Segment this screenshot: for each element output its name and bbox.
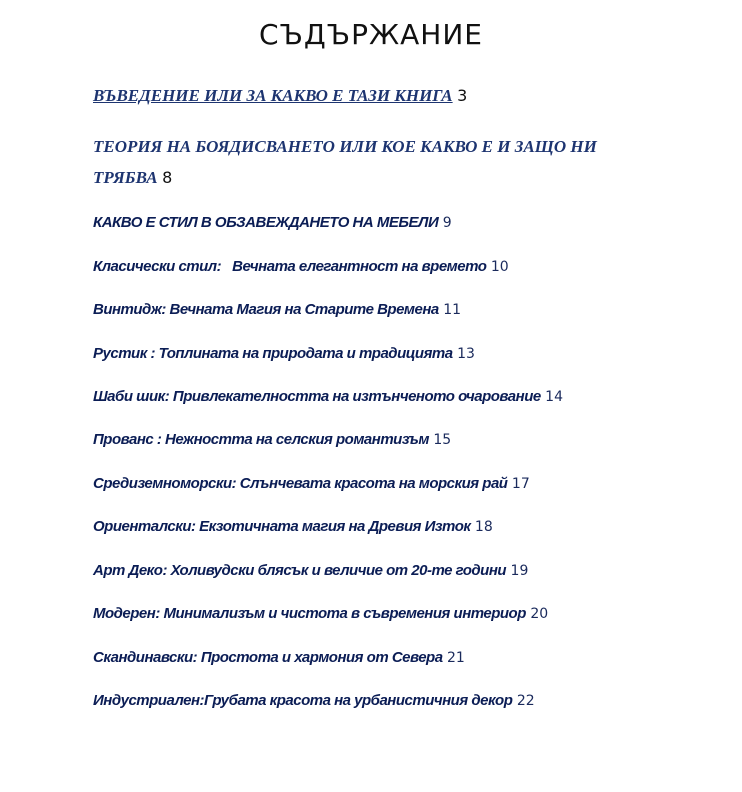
toc-entry-text[interactable]: Индустриален:Грубата красота на урбанистичния декор xyxy=(93,692,513,709)
toc-entry-text[interactable]: Шаби шик: Привлекателността на изтънченото очарование xyxy=(93,388,541,405)
toc-entry-page: 21 xyxy=(447,650,465,666)
toc-entry-painting-theory[interactable] xyxy=(93,131,613,193)
toc-title: СЪДЪРЖАНИЕ xyxy=(259,18,483,51)
toc-entry-text[interactable]: Арт Деко: Холивудски блясък и величие от 20-те години xyxy=(93,562,507,579)
toc-entry-text[interactable]: Винтидж: Вечната Магия на Старите Времена xyxy=(93,301,439,318)
toc-entry-text[interactable]: ВЪВЕДЕНИЕ ИЛИ ЗА КАКВО Е ТАЗИ КНИГА xyxy=(93,86,453,105)
toc-entry-text[interactable]: Ориенталски: Екзотичната магия на Древия Изток xyxy=(93,518,471,535)
toc-entry-text[interactable]: Прованс : Нежността на селския романтизъм xyxy=(93,431,429,448)
toc-entry-scandinavian[interactable] xyxy=(93,649,693,667)
toc-entry-page: 14 xyxy=(545,389,563,405)
toc-entry-page: 15 xyxy=(433,432,452,448)
toc-entry-vintage[interactable] xyxy=(93,301,693,319)
toc-entry-art-deco[interactable] xyxy=(93,562,693,580)
toc-entry-page: 10 xyxy=(490,259,509,275)
toc-entry-mediterranean[interactable] xyxy=(93,475,693,493)
toc-entry-text[interactable]: Модерен: Минимализъм и чистота в съвремения интериор xyxy=(93,605,526,622)
toc-entry-page: 17 xyxy=(511,476,530,492)
toc-entry-page: 11 xyxy=(443,302,462,318)
toc-entry-page: 8 xyxy=(162,168,173,187)
toc-entry-page: 3 xyxy=(457,86,468,105)
toc-entry-modern[interactable] xyxy=(93,605,693,623)
toc-entry-page: 18 xyxy=(474,519,493,535)
toc-entry-industrial[interactable] xyxy=(93,692,693,710)
toc-entry-text[interactable]: ТЕОРИЯ НА БОЯДИСВАНЕТО ИЛИ КОЕ КАКВО Е И ЗАЩО НИ ТРЯБВА xyxy=(93,137,597,187)
toc-entry-page: 20 xyxy=(530,606,549,622)
toc-entry-oriental[interactable] xyxy=(93,518,693,536)
toc-entry-page: 9 xyxy=(442,215,452,231)
toc-entry-page: 13 xyxy=(457,346,475,362)
toc-entry-text[interactable]: Класически стил: Вечната елегантност на времето xyxy=(93,258,487,275)
toc-entry-furniture-style[interactable] xyxy=(93,214,693,232)
toc-entry-shabby-chic[interactable] xyxy=(93,388,693,406)
toc-entry-text[interactable]: КАКВО Е СТИЛ В ОБЗАВЕЖДАНЕТО НА МЕБЕЛИ xyxy=(93,214,439,231)
toc-entry-classic[interactable] xyxy=(93,258,693,276)
toc-entry-page: 22 xyxy=(516,693,535,709)
toc-entry-rustic[interactable] xyxy=(93,345,693,363)
toc-entry-text[interactable]: Рустик : Топлината на природата и традицията xyxy=(93,345,453,362)
toc-entry-page: 19 xyxy=(510,563,529,579)
toc-entry-introduction[interactable] xyxy=(93,86,693,106)
toc-entry-provence[interactable] xyxy=(93,431,693,449)
toc-entry-text[interactable]: Средиземноморски: Слънчевата красота на морския рай xyxy=(93,475,508,492)
toc-entry-text[interactable]: Скандинавски: Простота и хармония от Севера xyxy=(93,649,443,666)
